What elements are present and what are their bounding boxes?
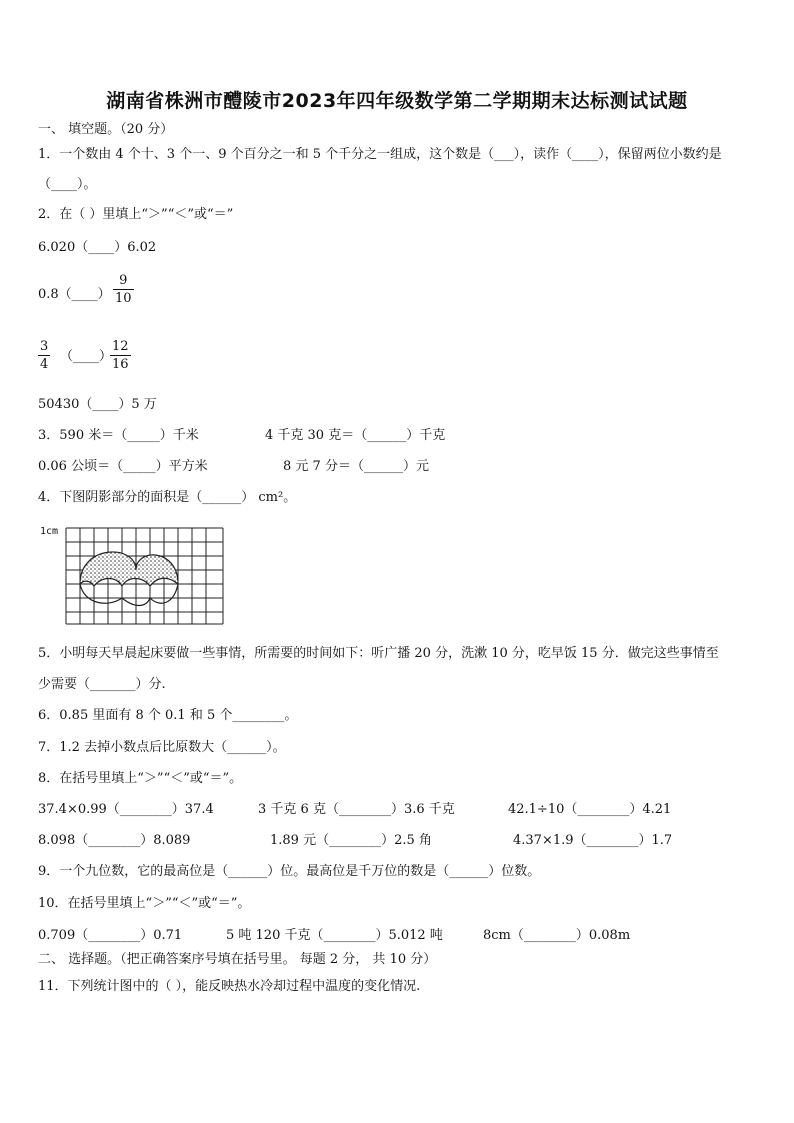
question-10: 10．在括号里填上“＞”“＜”或“＝”。 [38, 896, 251, 911]
fraction-twelve-sixteenths [110, 338, 131, 373]
question-7: 7．1.2 去掉小数点后比原数大（______）。 [38, 740, 286, 755]
question-3b-left: 0.06 公顷＝（_____）平方米 [38, 459, 208, 474]
fraction-numerator: 9 [119, 273, 128, 288]
question-2c-blank: （____） [60, 349, 113, 364]
question-3a-right: 4 千克 30 克＝（______）千克 [265, 428, 446, 443]
question-8-row2-item3: 4.37×1.9（________）1.7 [513, 833, 673, 848]
fraction-numerator: 3 [40, 339, 49, 354]
question-8-row2-item1: 8.098（________）8.089 [38, 833, 191, 848]
question-1-line1: 1．一个数由 4 个十、3 个一、9 个百分之一和 5 个千分之一组成，这个数是（___），读作（____），保留两位小数约是 [38, 147, 722, 162]
section-heading-multiple-choice: 二、 选择题。（把正确答案序号填在括号里。 每题 2 分， 共 10 分） [38, 952, 437, 967]
question-2b-left: 0.8（____） [38, 287, 111, 302]
section-heading-fill-blank: 一、 填空题。（20 分） [38, 122, 174, 137]
page-title: 湖南省株洲市醴陵市2023年四年级数学第二学期期末达标测试试题 [106, 90, 688, 112]
question-10-row1-item1: 0.709（________）0.71 [38, 928, 183, 943]
fraction-denominator: 10 [115, 291, 132, 306]
fraction-numerator: 12 [112, 339, 129, 354]
fraction-nine-tenths [113, 272, 134, 307]
question-8-row1-item2: 3 千克 6 克（________）3.6 千克 [258, 802, 455, 817]
question-3b-right: 8 元 7 分＝（______）元 [283, 459, 429, 474]
question-5-line2: 少需要（_______）分. [38, 677, 166, 692]
question-8-row1-item3: 42.1÷10（________）4.21 [508, 802, 672, 817]
question-10-row1-item3: 8cm（________）0.08m [483, 928, 631, 943]
fraction-three-quarters [38, 338, 50, 373]
question-2d: 50430（____）5 万 [38, 397, 157, 412]
question-3a-left: 3．590 米＝（_____）千米 [38, 428, 199, 443]
question-8-row1-item1: 37.4×0.99（________）37.4 [38, 802, 214, 817]
question-10-row1-item2: 5 吨 120 千克（________）5.012 吨 [226, 928, 443, 943]
question-2a: 6.020（____）6.02 [38, 240, 157, 255]
fraction-denominator: 4 [40, 357, 49, 372]
unit-label: 1cm [40, 526, 59, 537]
shaded-area-grid-figure [38, 520, 228, 628]
question-1-line2: （____）。 [38, 177, 97, 192]
question-8: 8．在括号里填上“＞”“＜”或“＝”。 [38, 771, 243, 786]
question-11: 11．下列统计图中的（ ），能反映热水冷却过程中温度的变化情况. [38, 979, 421, 994]
question-9: 9．一个九位数，它的最高位是（______）位。最高位是千万位的数是（______）位数。 [38, 864, 541, 879]
question-8-row2-item2: 1.89 元（________）2.5 角 [270, 833, 432, 848]
fraction-denominator: 16 [112, 357, 129, 372]
question-4: 4．下图阴影部分的面积是（______） cm²。 [38, 490, 297, 505]
question-5-line1: 5．小明每天早晨起床要做一些事情，所需要的时间如下：听广播 20 分，洗漱 10 分，吃早饭 15 分．做完这些事情至 [38, 646, 719, 661]
lower-arcs [80, 584, 178, 606]
shaded-region [80, 552, 178, 586]
question-6: 6．0.85 里面有 8 个 0.1 和 5 个________。 [38, 708, 298, 723]
question-2: 2．在（ ）里填上“＞”“＜”或“＝” [38, 207, 234, 222]
